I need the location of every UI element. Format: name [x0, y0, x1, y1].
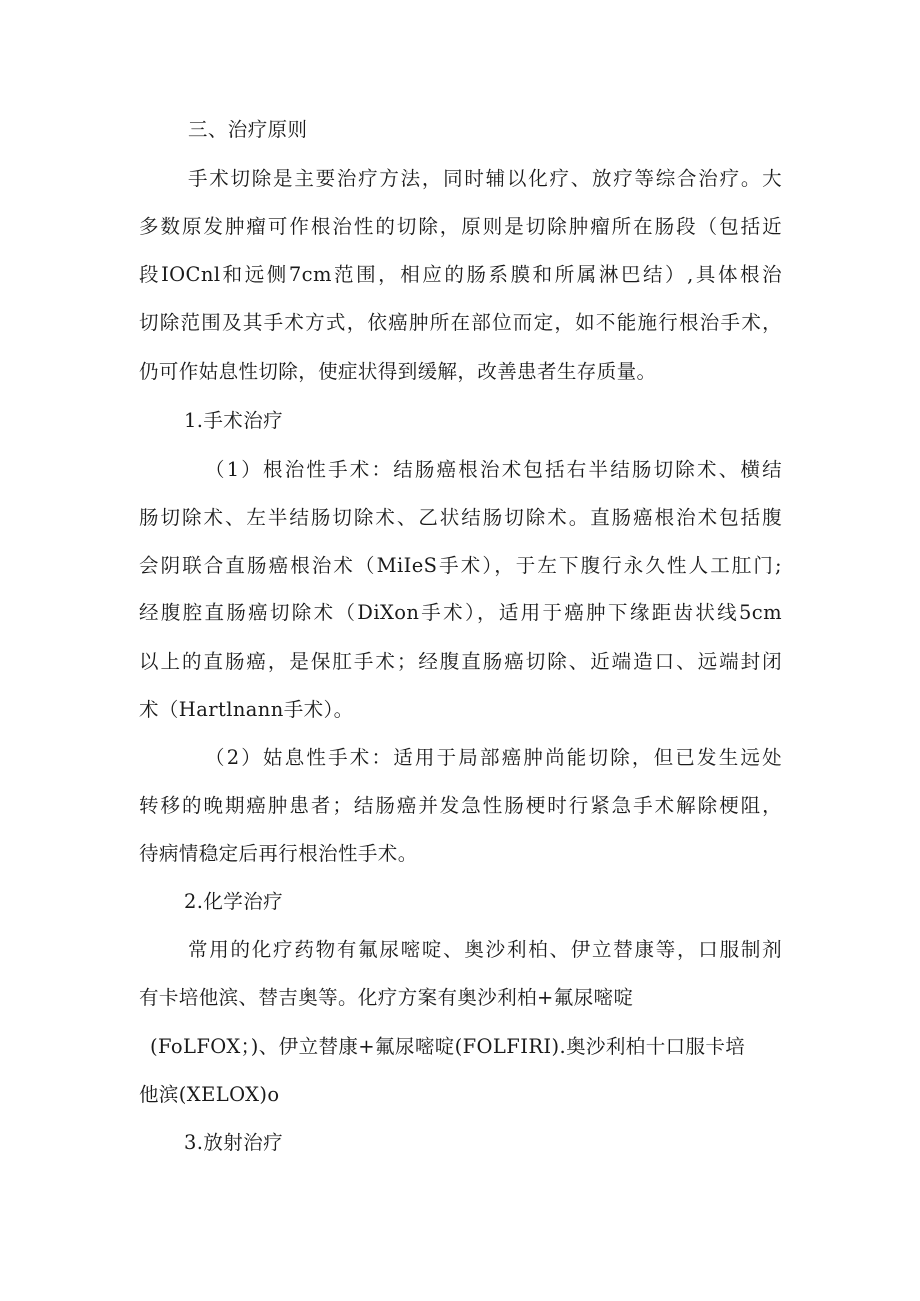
paragraph-line: 切除范围及其手术方式，依癌肿所在部位而定，如不能施行根治手术，	[139, 311, 782, 334]
subsection-heading: 2.化学治疗	[184, 890, 284, 913]
paragraph-line: 肠切除术、左半结肠切除术、乙状结肠切除术。直肠癌根治术包括腹	[139, 506, 782, 529]
paragraph-line: 以上的直肠癌，是保肛手术；经腹直肠癌切除、近端造口、远端封闭	[139, 650, 782, 673]
paragraph-line: 常用的化疗药物有氟尿嘧啶、奥沙利柏、伊立替康等，口服制剂	[188, 938, 782, 961]
paragraph-line: 他滨(XELOX)o	[139, 1083, 280, 1106]
subsection-heading: 3.放射治疗	[184, 1131, 284, 1154]
paragraph-line: 仍可作姑息性切除，使症状得到缓解，改善患者生存质量。	[139, 360, 657, 383]
paragraph-line: （2）姑息性手术：适用于局部癌肿尚能切除，但已发生远处	[205, 746, 782, 769]
paragraph-line: 手术切除是主要治疗方法，同时辅以化疗、放疗等综合治疗。大	[188, 167, 782, 190]
paragraph-line: (FoLFOX；)、伊立替康+氟尿嘧啶(FOLFIRI).奥沙利柏十口服卡培	[150, 1035, 746, 1058]
paragraph-line: 经腹腔直肠癌切除术（DiXon手术），适用于癌肿下缘距齿状线5cm	[139, 601, 782, 624]
paragraph-line: 术（Hartlnann手术）。	[139, 698, 354, 721]
section-heading: 三、治疗原则	[188, 118, 308, 141]
paragraph-line: （1）根治性手术：结肠癌根治术包括右半结肠切除术、横结	[205, 458, 782, 481]
paragraph-line: 会阴联合直肠癌根治术（MiIeS手术），于左下腹行永久性人工肛门;	[139, 554, 782, 577]
paragraph-line: 转移的晚期癌肿患者；结肠癌并发急性肠梗时行紧急手术解除梗阻，	[139, 794, 782, 817]
paragraph-line: 有卡培他滨、替吉奥等。化疗方案有奥沙利柏+氟尿嘧啶	[139, 986, 634, 1009]
paragraph-line: 待病情稳定后再行根治性手术。	[139, 842, 418, 865]
subsection-heading: 1.手术治疗	[184, 409, 284, 432]
paragraph-line: 多数原发肿瘤可作根治性的切除，原则是切除肿瘤所在肠段（包括近	[139, 215, 782, 238]
paragraph-line: 段IOCnl和远侧7cm范围，相应的肠系膜和所属淋巴结）,具体根治	[139, 263, 782, 286]
